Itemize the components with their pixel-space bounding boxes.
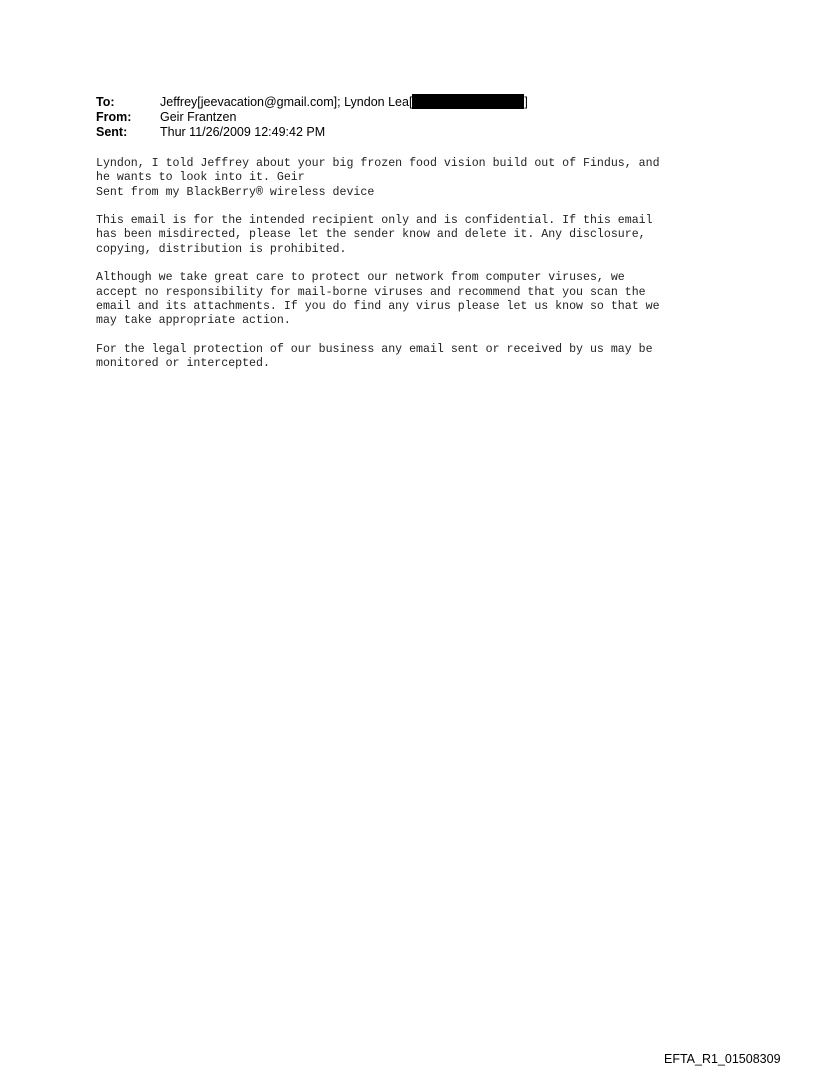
email-header <box>96 95 528 139</box>
sent-label: Sent: <box>96 124 128 139</box>
redaction-block <box>412 94 524 109</box>
from-row <box>96 110 528 125</box>
to-label: To: <box>96 95 115 110</box>
to-value: Jeffrey[jeevacation@gmail.com]; Lyndon Lea[ <box>160 95 413 110</box>
sent-value: Thur 11/26/2009 12:49:42 PM <box>160 124 326 139</box>
from-value: Geir Frantzen <box>160 110 237 124</box>
sent-row <box>96 125 528 140</box>
document-id: EFTA_R1_01508309 <box>664 1052 781 1066</box>
to-row <box>96 95 528 110</box>
from-label: From: <box>96 110 132 124</box>
message-paragraph: Lyndon, I told Jeffrey about your big frozen food vision build out of Findus, and he wants to look into it. Geir Sent from my BlackBerry® wireless device <box>96 157 660 199</box>
monitoring-paragraph: For the legal protection of our business any email sent or received by us may be monitored or intercepted. <box>96 342 653 371</box>
virus-disclaimer-paragraph: Although we take great care to protect our network from computer viruses, we accept no responsibility for mail-borne viruses and recommend that you scan the email and its attachments. If you do find any virus please let us know so that we may take appropriate action. <box>96 271 660 328</box>
email-body <box>96 157 756 386</box>
to-value-end: ] <box>524 95 528 110</box>
confidentiality-paragraph: This email is for the intended recipient only and is confidential. If this email has been misdirected, please let the sender know and delete it. Any disclosure, copying, distribution is prohibited. <box>96 214 653 256</box>
